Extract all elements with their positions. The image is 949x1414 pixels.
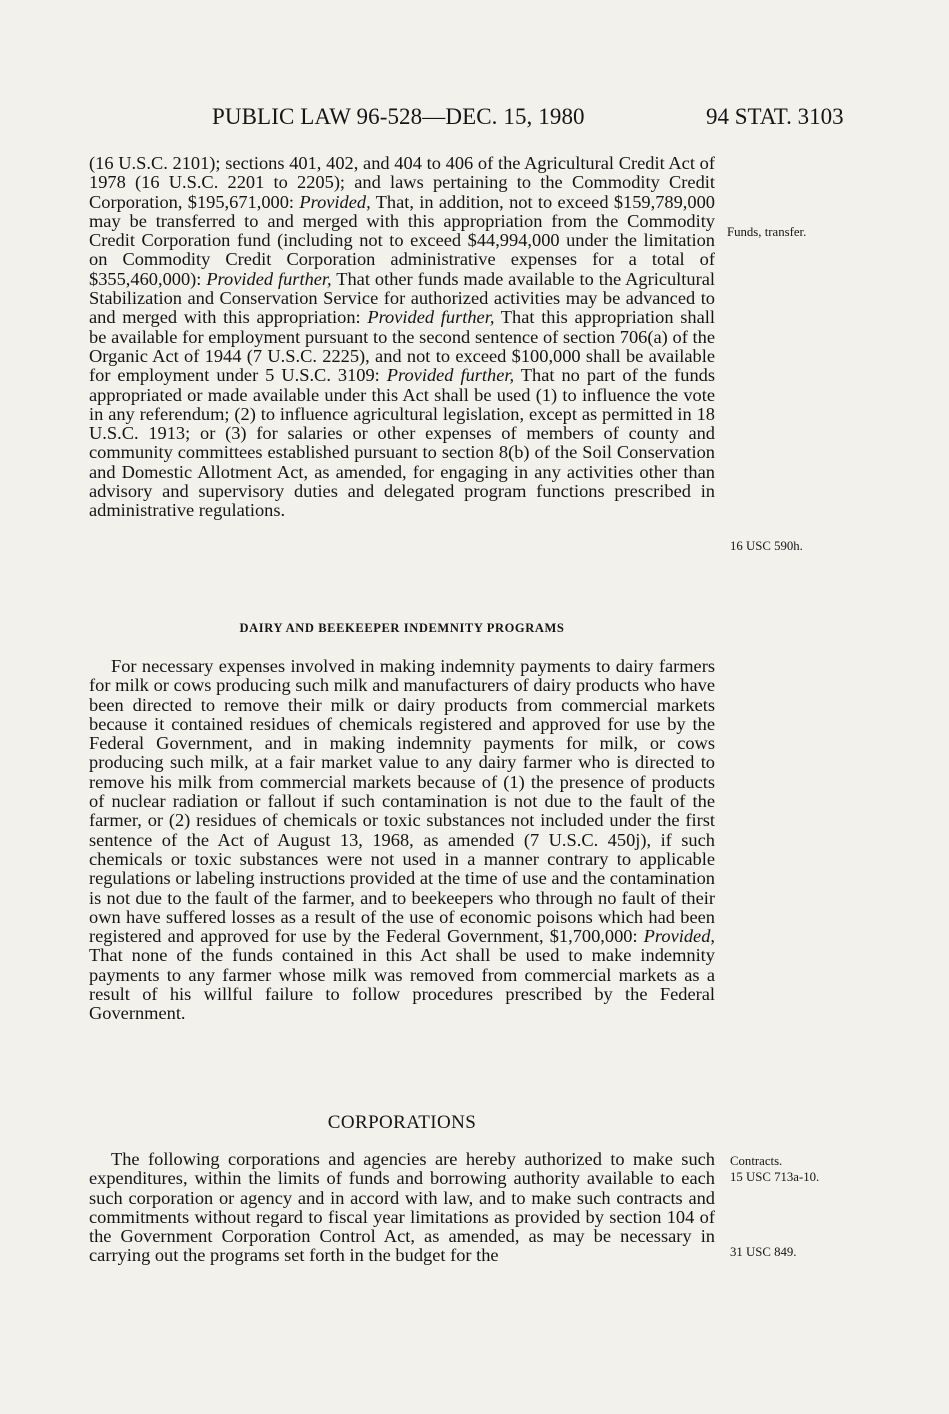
italic-proviso: Provided further, — [367, 307, 495, 328]
italic-proviso: Provided, — [299, 191, 371, 212]
text-segment: That this appropriation shall be available for employment pursuant to the second sentence of section 706(a) of the Organic Act of 1944 (7 U.S.C. 2225), and not to exceed $100,000 shall be available for employment under 5 U.S.C. 3109: — [89, 307, 715, 386]
margin-note-contracts-label: Contracts. — [730, 1154, 783, 1168]
margin-note-usc-849: 31 USC 849. — [730, 1245, 797, 1259]
section-heading-corporations: CORPORATIONS — [327, 1112, 477, 1133]
margin-note-usc-713a: 15 USC 713a-10. — [730, 1170, 820, 1184]
text-segment: (16 U.S.C. 2101); sections 401, 402, and 404 to 406 of the Agricultural Credit Act of 1978 (16 U.S.C. 2201 to 2205); and laws pertaining to the Commodity Credit Corporation, $195,671,000: — [89, 153, 715, 212]
paragraph-dairy-indemnity — [89, 657, 715, 1024]
text-segment: That, in addition, not to exceed $159,789,000 may be transferred to and merged with this appropriation from the Commodity Credit Corporation fund (including not to exceed $44,994,000 under the limitation on Commodity Credit Corporation administrative expenses for a total of $355,460,000): — [89, 191, 715, 289]
text-segment: That other funds made available to the Agricultural Stabilization and Conservation Service for authorized activities may be advanced to and merged with this appropriation: — [89, 268, 715, 328]
text-segment: That no part of the funds appropriated or made available under this Act shall be used (1) to influence the vote in any referendum; (2) to influence agricultural legislation, except as permitted in 18 U.S.C. 1913; or (3) for salaries or other expenses of members of county and community committees established pursuant to section 8(b) of the Soil Conservation and Domestic Allotment Act, as amended, for engaging in any activities other than advisory and supervisory duties and delegated program functions prescribed in administrative regulations. — [89, 365, 715, 521]
section-heading-dairy: DAIRY AND BEEKEEPER INDEMNITY PROGRAMS — [239, 621, 565, 635]
italic-proviso: Provided further, — [206, 268, 332, 289]
text-segment: That none of the funds contained in this Act shall be used to make indemnity payments to any farmer whose milk was removed from commercial markets as a result of his willful failure to follow procedures prescribed by the Federal Government. — [89, 945, 715, 1024]
margin-note-funds-transfer: Funds, transfer. — [727, 225, 807, 239]
margin-note-contracts — [730, 1153, 819, 1185]
margin-note-usc-590h: 16 USC 590h. — [730, 539, 803, 553]
page-header-title: PUBLIC LAW 96-528—DEC. 15, 1980 — [212, 104, 585, 129]
text-segment: For necessary expenses involved in making indemnity payments to dairy farmers for milk or cows producing such milk and manufacturers of dairy products who have been directed to remove their milk or dairy products from commercial markets because it contained residues of chemicals registered and approved for use by the Federal Government, and in making indemnity payments for milk, or cows producing such milk, at a fair market value to any dairy farmer who is directed to remove his milk from commercial markets because of (1) the presence of products of nuclear radiation or fallout if such contamination is not due to the fault of the farmer, or (2) residues of chemicals or toxic substances not included under the first sentence of the Act of August 13, 1968, as amended (7 U.S.C. 450j), if such chemicals or toxic substances were not used in a manner contrary to applicable regulations or labeling instructions provided at the time of use and the contamination is not due to the fault of the farmer, and to beekeepers who through no fault of their own have suffered losses as a result of the use of economic poisons which had been registered and approved for use by the Federal Government, $1,700,000: — [89, 656, 715, 947]
italic-proviso: Provided further, — [386, 365, 515, 386]
italic-proviso: Provided, — [643, 926, 715, 947]
page-header-stat-citation: 94 STAT. 3103 — [706, 104, 844, 129]
paragraph-corporations: The following corporations and agencies are hereby authorized to make such expenditures, within the limits of funds and borrowing authority available to each such corporation or agency and in accord with law, and to make such contracts and commitments without regard to fiscal year limitations as provided by section 104 of the Government Corporation Control Act, as amended, as may be necessary in carrying out the programs set forth in the budget for the — [89, 1149, 715, 1266]
paragraph-appropriation — [89, 154, 715, 521]
